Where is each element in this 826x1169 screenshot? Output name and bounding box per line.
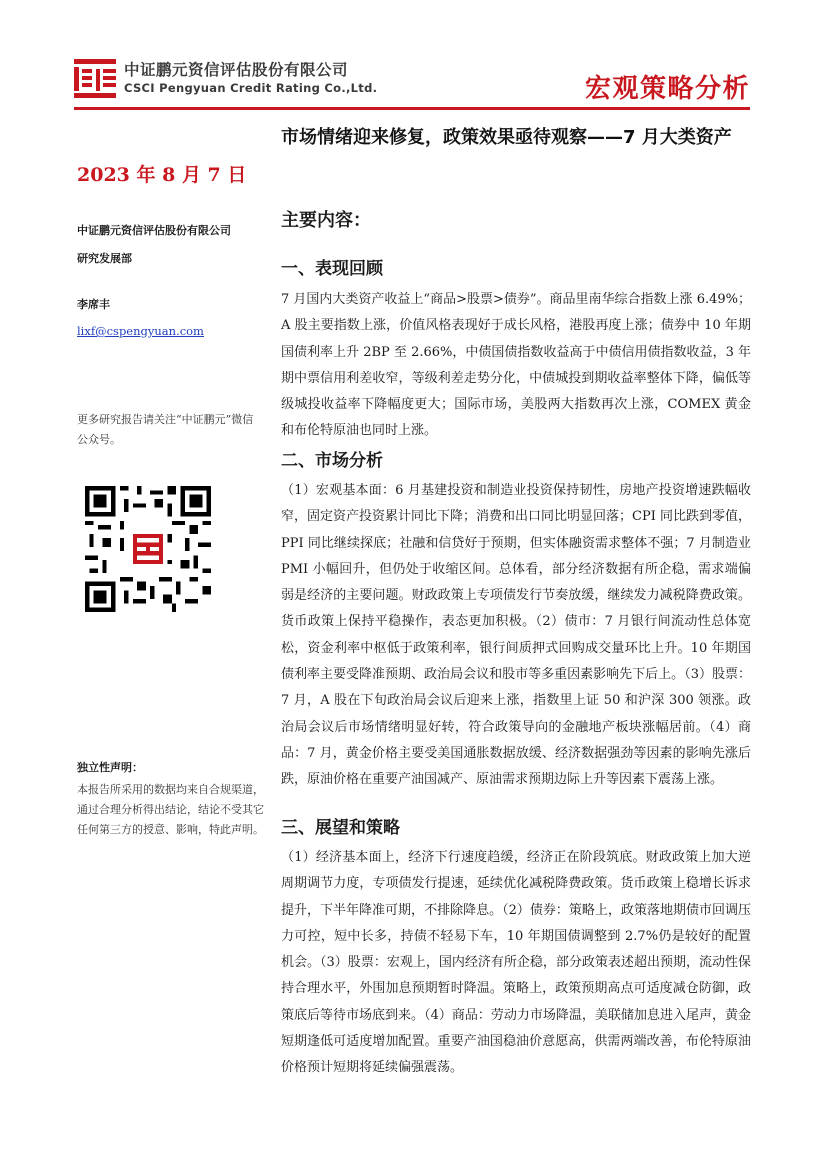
qr-code-icon (85, 486, 211, 612)
follow-note: 更多研究报告请关注“中证鹏元”微信公众号。 (77, 413, 254, 446)
declaration-title: 独立性声明： (77, 761, 143, 774)
section-title-analysis: 二、市场分析 (281, 451, 383, 471)
header-divider (74, 107, 750, 110)
report-date: 2023 年 8 月 7 日 (77, 164, 247, 186)
company-name-en: CSCI Pengyuan Credit Rating Co.,Ltd. (124, 81, 378, 95)
page-header (0, 0, 826, 112)
summary-heading: 主要内容： (281, 210, 371, 231)
sidebar-company: 中证鹏元资信评估股份有限公司 (77, 224, 231, 237)
section-text-outlook: （1）经济基本面上，经济下行速度趋缓，经济正在阶段筑底。财政政策上加大逆周期调节力度，专项债发行提速，延续优化减税降费政策。货币政策上稳增长诉求提升，下半年降准可期，不排除降息。（2）债券：策略上，政策落地期债市回调压力可控，短中长多，持债不轻易下车，10 年期国债调整到 2.7%仍是较好的配置机会。（3）股票：宏观上，国内经济有所企稳，部分政策表述超出预期，流动性保持合理水平，外围加息预期暂时降温。策略上，政策预期高点可适度减仓防御，政策底后等待市场底到来。（4）商品：劳动力市场降温，美联储加息进入尾声，黄金短期逢低可适度增加配置。重要产油国稳油价意愿高，供需两端改善，布伦特原油价格预计短期将延续偏强震荡。 (281, 850, 751, 1076)
report-title: 市场情绪迎来修复，政策效果亟待观察——7 月大类资产 (281, 127, 732, 148)
cpy-logo-icon (74, 57, 116, 99)
company-name-cn: 中证鹏元资信评估股份有限公司 (124, 61, 349, 79)
section-title-outlook: 三、展望和策略 (281, 818, 400, 838)
section-text-analysis: （1）宏观基本面：6 月基建投资和制造业投资保持韧性，房地产投资增速跌幅收窄，固定资产投资累计同比下降；消费和出口同比明显回落；CPI 同比跌到零值，PPI 同比继续探底；社融和信贷好于预期，但实体融资需求整体不强；7 月制造业 PMI 小幅回升，但仍处于收缩区间。总体看，部分经济数据有所企稳，需求端偏弱是经济的主要问题。财政政策上专项债发行节奏放缓，继续发力减税降费政策。货币政策上保持平稳操作，表态更加积极。（2）债市：7 月银行间流动性总体宽松，资金利率中枢低于政策利率，银行间质押式回购成交量环比上升。10 年期国债利率主要受降准预期、政治局会议和股市等多重因素影响先下后上。（3）股票：7 月，A 股在下旬政治局会议后迎来上涨，指数里上证 50 和沪深 300 领涨。政治局会议后市场情绪明显好转，符合政策导向的金融地产板块涨幅居前。（4）商品：7 月，黄金价格主要受美国通胀数据放缓、经济数据强劲等因素的影响先涨后跌，原油价格在重要产油国减产、原油需求预期边际上升等因素下震荡上涨。 (281, 483, 751, 788)
section-text-review: 7 月国内大类资产收益上“商品>股票>债券”。商品里南华综合指数上涨 6.49%；A 股主要指数上涨，价值风格表现好于成长风格，港股再度上涨；债券中 10 年期国债利率上升 2BP 至 2.66%，中债国债指数收益高于中债信用债指数收益，3 年期中票信用利差收窄，等级利差走势分化，中债城投到期收益率整体下降，偏低等级城投收益率下降幅度更大；国际市场，美股两大指数再次上涨，COMEX 黄金和布伦特原油也同时上涨。 (281, 292, 751, 439)
declaration-text: 本报告所采用的数据均来自合规渠道，通过合理分析得出结论，结论不受其它任何第三方的授意、影响，特此声明。 (77, 783, 264, 836)
section-title-review: 一、表现回顾 (281, 259, 383, 279)
report-type-label: 宏观策略分析 (584, 74, 750, 104)
author-name: 李席丰 (77, 298, 110, 311)
sidebar-department: 研究发展部 (77, 252, 132, 265)
author-email-link[interactable]: lixf@cspengyuan.com (77, 324, 204, 338)
